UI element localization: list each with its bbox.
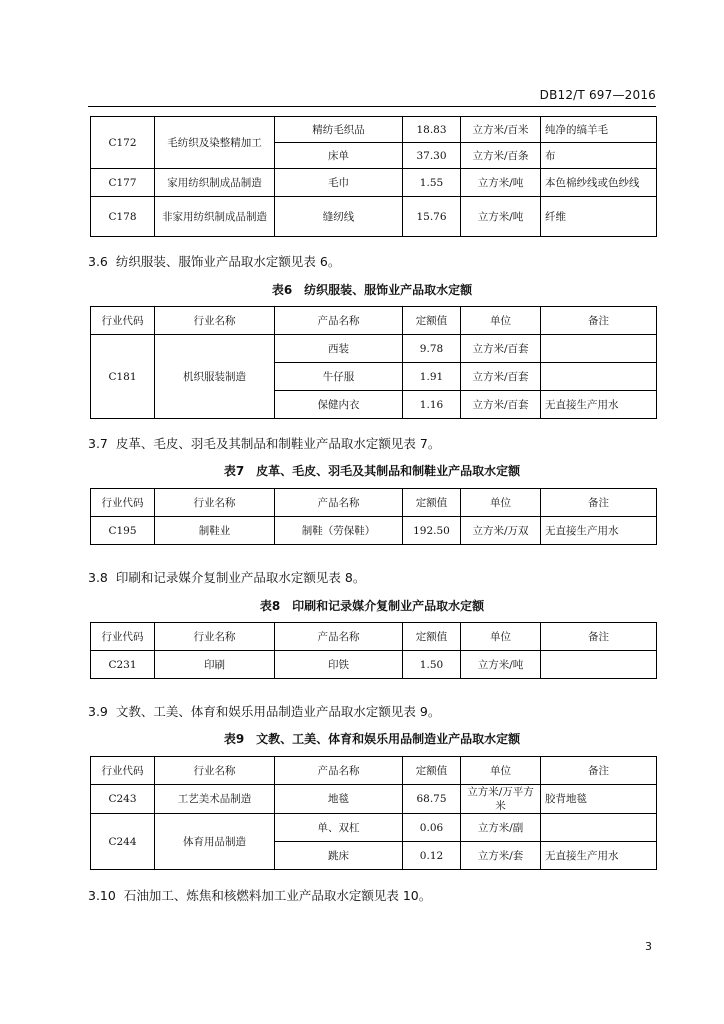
cell-unit: 立方米/套 — [461, 842, 541, 870]
header-unit: 单位 — [461, 307, 541, 335]
cell-note — [541, 814, 657, 842]
header-industry: 行业名称 — [155, 623, 275, 651]
header-unit: 单位 — [461, 623, 541, 651]
header-quota: 定额值 — [403, 623, 461, 651]
cell-product: 保健内衣 — [275, 391, 403, 419]
cell-quota: 1.50 — [403, 651, 461, 679]
cell-quota: 9.78 — [403, 335, 461, 363]
table-7-caption: 表7 皮革、毛皮、羽毛及其制品和制鞋业产品取水定额 — [223, 464, 521, 478]
cell-quota: 1.91 — [403, 363, 461, 391]
header-product: 产品名称 — [275, 489, 403, 517]
header-product: 产品名称 — [275, 757, 403, 785]
cell-note: 纯净的缟羊毛 — [541, 117, 657, 143]
cell-quota: 68.75 — [403, 785, 461, 814]
header-unit: 单位 — [461, 757, 541, 785]
table-header-row — [91, 623, 657, 651]
cell-product: 印铁 — [275, 651, 403, 679]
table-7 — [90, 488, 657, 545]
header-unit: 单位 — [461, 489, 541, 517]
section-3-7-text — [88, 434, 440, 452]
header-industry: 行业名称 — [155, 757, 275, 785]
cell-product: 单、双杠 — [275, 814, 403, 842]
cell-quota: 1.16 — [403, 391, 461, 419]
table-row — [91, 335, 657, 363]
section-text: 皮革、毛皮、羽毛及其制品和制鞋业产品取水定额见表 7。 — [115, 436, 441, 451]
table-row — [91, 169, 657, 197]
cell-product: 牛仔服 — [275, 363, 403, 391]
table-continued — [90, 116, 657, 237]
cell-unit: 立方米/百套 — [461, 363, 541, 391]
cell-note — [541, 651, 657, 679]
cell-unit: 立方米/百套 — [461, 391, 541, 419]
cell-industry: 家用纺织制成品制造 — [155, 169, 275, 197]
table-row — [91, 117, 657, 143]
table-6 — [90, 306, 657, 419]
header-industry: 行业名称 — [155, 307, 275, 335]
section-text: 纺织服装、服饰业产品取水定额见表 6。 — [115, 254, 341, 269]
cell-quota: 18.83 — [403, 117, 461, 143]
standard-code: DB12/T 697—2016 — [539, 88, 656, 102]
cell-industry: 制鞋业 — [155, 517, 275, 545]
cell-product: 缝纫线 — [275, 197, 403, 237]
cell-unit: 立方米/百套 — [461, 335, 541, 363]
cell-code: C195 — [91, 517, 155, 545]
header-note: 备注 — [541, 307, 657, 335]
cell-unit: 立方米/吨 — [461, 169, 541, 197]
page-number: 3 — [645, 940, 652, 953]
cell-note: 胶背地毯 — [541, 785, 657, 814]
cell-unit: 立方米/副 — [461, 814, 541, 842]
cell-note: 无直接生产用水 — [541, 842, 657, 870]
cell-quota: 15.76 — [403, 197, 461, 237]
table-8 — [90, 622, 657, 679]
table-8-caption: 表8 印刷和记录媒介复制业产品取水定额 — [259, 599, 485, 613]
table-header-row — [91, 307, 657, 335]
header-code: 行业代码 — [91, 757, 155, 785]
section-number: 3.9 — [88, 704, 108, 719]
table-6-caption: 表6 纺织服装、服饰业产品取水定额 — [271, 283, 473, 297]
header-quota: 定额值 — [403, 489, 461, 517]
cell-industry: 非家用纺织制成品制造 — [155, 197, 275, 237]
section-3-9-text — [88, 702, 440, 720]
table-row — [91, 517, 657, 545]
header-product: 产品名称 — [275, 307, 403, 335]
cell-industry: 印刷 — [155, 651, 275, 679]
cell-product: 毛巾 — [275, 169, 403, 197]
table-header-row — [91, 489, 657, 517]
cell-unit: 立方米/万平方米 — [461, 785, 541, 814]
cell-product: 精纺毛织品 — [275, 117, 403, 143]
cell-unit: 立方米/百米 — [461, 117, 541, 143]
cell-code: C178 — [91, 197, 155, 237]
section-number: 3.8 — [88, 570, 108, 585]
cell-product: 制鞋（劳保鞋） — [275, 517, 403, 545]
cell-note: 纤维 — [541, 197, 657, 237]
table-row — [91, 814, 657, 842]
cell-quota: 37.30 — [403, 143, 461, 169]
cell-code: C177 — [91, 169, 155, 197]
cell-note — [541, 335, 657, 363]
cell-quota: 0.06 — [403, 814, 461, 842]
cell-unit: 立方米/吨 — [461, 197, 541, 237]
cell-note: 无直接生产用水 — [541, 391, 657, 419]
cell-industry: 体育用品制造 — [155, 814, 275, 870]
header-code: 行业代码 — [91, 489, 155, 517]
cell-note: 无直接生产用水 — [541, 517, 657, 545]
table-row — [91, 785, 657, 814]
cell-unit: 立方米/万双 — [461, 517, 541, 545]
header-quota: 定额值 — [403, 757, 461, 785]
cell-industry: 工艺美术品制造 — [155, 785, 275, 814]
section-number: 3.10 — [88, 888, 116, 903]
cell-code: C172 — [91, 117, 155, 169]
cell-note — [541, 363, 657, 391]
header-note: 备注 — [541, 757, 657, 785]
cell-quota: 1.55 — [403, 169, 461, 197]
section-number: 3.6 — [88, 254, 108, 269]
section-3-6-text — [88, 252, 340, 270]
cell-quota: 0.12 — [403, 842, 461, 870]
table-header-row — [91, 757, 657, 785]
cell-unit: 立方米/百条 — [461, 143, 541, 169]
header-code: 行业代码 — [91, 623, 155, 651]
section-text: 石油加工、炼焦和核燃料加工业产品取水定额见表 10。 — [123, 888, 432, 903]
cell-product: 跳床 — [275, 842, 403, 870]
header-product: 产品名称 — [275, 623, 403, 651]
cell-code: C244 — [91, 814, 155, 870]
section-text: 印刷和记录媒介复制业产品取水定额见表 8。 — [115, 570, 366, 585]
header-quota: 定额值 — [403, 307, 461, 335]
section-3-8-text — [88, 568, 365, 586]
header-rule — [88, 106, 656, 107]
cell-product: 地毯 — [275, 785, 403, 814]
cell-unit: 立方米/吨 — [461, 651, 541, 679]
cell-note: 布 — [541, 143, 657, 169]
cell-code: C243 — [91, 785, 155, 814]
table-row — [91, 197, 657, 237]
cell-quota: 192.50 — [403, 517, 461, 545]
cell-product: 西装 — [275, 335, 403, 363]
header-note: 备注 — [541, 489, 657, 517]
section-number: 3.7 — [88, 436, 108, 451]
cell-code: C181 — [91, 335, 155, 419]
cell-note: 本色棉纱线或色纱线 — [541, 169, 657, 197]
cell-code: C231 — [91, 651, 155, 679]
header-note: 备注 — [541, 623, 657, 651]
section-text: 文教、工美、体育和娱乐用品制造业产品取水定额见表 9。 — [115, 704, 441, 719]
header-code: 行业代码 — [91, 307, 155, 335]
table-9 — [90, 756, 657, 870]
cell-product: 床单 — [275, 143, 403, 169]
cell-industry: 毛纺织及染整精加工 — [155, 117, 275, 169]
cell-industry: 机织服装制造 — [155, 335, 275, 419]
table-9-caption: 表9 文教、工美、体育和娱乐用品制造业产品取水定额 — [223, 732, 521, 746]
table-row — [91, 651, 657, 679]
header-industry: 行业名称 — [155, 489, 275, 517]
section-3-10-text — [88, 886, 431, 904]
